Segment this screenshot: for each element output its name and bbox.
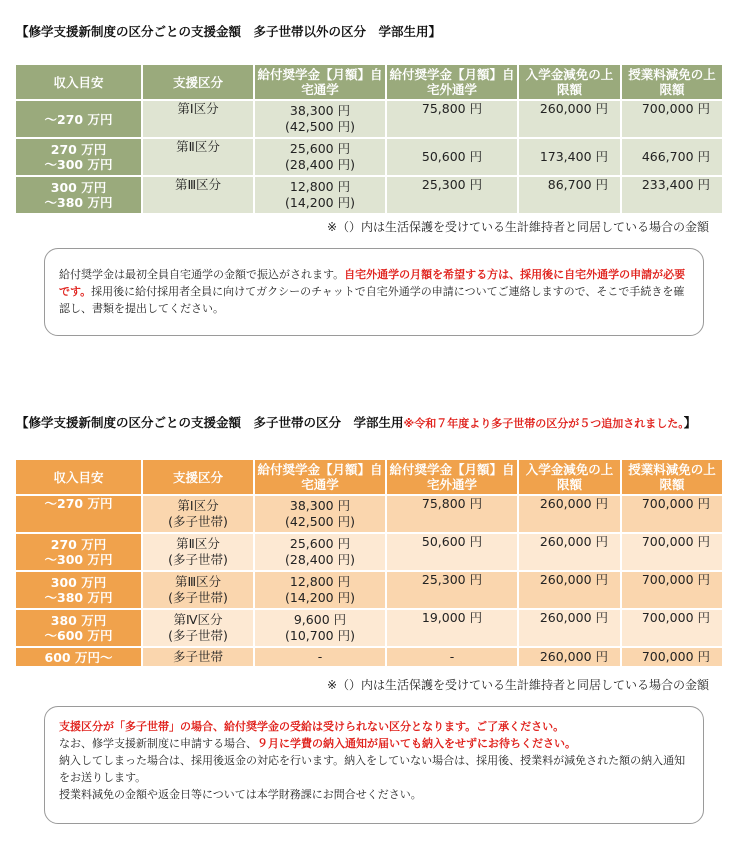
header-away: 給付奨学金【月額】自宅外通学 (386, 64, 518, 100)
footnote-2: ※（）内は生活保護を受けている生計維持者と同居している場合の金額 (326, 678, 709, 692)
table-row: 270 万円 ～300 万円 第Ⅱ区分 25,600 円 (28,400 円) 50,600 円 173,400 円 466,700 円 (15, 138, 723, 176)
table-row: 300 万円 ～380 万円 第Ⅲ区分 (多子世帯) 12,800 円 (14,200 円) 25,300 円 260,000 円 700,000 円 (15, 571, 723, 609)
info-box-2: 支援区分が「多子世帯」の場合、給付奨学金の受給は受けられない区分となります。ご了承ください。 なお、修学支援新制度に申請する場合、９月に学費の納入通知が届いても納入をせずにお待ちください。 納入してしまった場合は、採用後返金の対応を行います。納入をしていない場合は、採用後、授業料が減免された額の納入通知をお送りします。 授業料減免の金額や返金日等については本学財務課にお問合せください。 (44, 706, 704, 824)
header-category: 支援区分 (142, 459, 254, 495)
header-home: 給付奨学金【月額】自宅通学 (254, 459, 386, 495)
header-admission: 入学金減免の上限額 (518, 64, 621, 100)
table-header-row (15, 459, 723, 495)
table-row: 380 万円 ～600 万円 第Ⅳ区分 (多子世帯) 9,600 円 (10,700 円) 19,000 円 260,000 円 700,000 円 (15, 609, 723, 647)
table-row: 300 万円 ～380 万円 第Ⅲ区分 12,800 円 (14,200 円) 25,300 円 86,700 円 233,400 円 (15, 176, 723, 214)
section2-title: 【修学支援新制度の区分ごとの支援金額 多子世帯の区分 学部生用※令和７年度より多子世帯の区分が５つ追加されました。】 (16, 415, 697, 430)
support-table-standard (14, 63, 724, 215)
table-row: ～270 万円 第Ⅰ区分 (多子世帯) 38,300 円 (42,500 円) 75,800 円 260,000 円 700,000 円 (15, 495, 723, 533)
header-tuition: 授業料減免の上限額 (621, 459, 723, 495)
header-income: 収入目安 (15, 459, 142, 495)
table-row: 600 万円～ 多子世帯 - - 260,000 円 700,000 円 (15, 647, 723, 667)
header-away: 給付奨学金【月額】自宅外通学 (386, 459, 518, 495)
section1-title: 【修学支援新制度の区分ごとの支援金額 多子世帯以外の区分 学部生用】 (16, 24, 442, 39)
footnote-1: ※（）内は生活保護を受けている生計維持者と同居している場合の金額 (326, 220, 709, 234)
info-box-1: 給付奨学金は最初全員自宅通学の金額で振込がされます。自宅外通学の月額を希望する方は、採用後に自宅外通学の申請が必要です。採用後に給付採用者全員に向けてガクシーのチャットで自宅外通学の申請についてご連絡しますので、そこで手続きを確認し、書類を提出してください。 (44, 248, 704, 336)
support-table-multi-child (14, 458, 724, 668)
header-home: 給付奨学金【月額】自宅通学 (254, 64, 386, 100)
header-admission: 入学金減免の上限額 (518, 459, 621, 495)
table-row: 270 万円 ～300 万円 第Ⅱ区分 (多子世帯) 25,600 円 (28,400 円) 50,600 円 260,000 円 700,000 円 (15, 533, 723, 571)
table-header-row (15, 64, 723, 100)
header-tuition: 授業料減免の上限額 (621, 64, 723, 100)
header-income: 収入目安 (15, 64, 142, 100)
header-category: 支援区分 (142, 64, 254, 100)
table-row: ～270 万円 第Ⅰ区分 38,300 円 (42,500 円) 75,800 円 260,000 円 700,000 円 (15, 100, 723, 138)
